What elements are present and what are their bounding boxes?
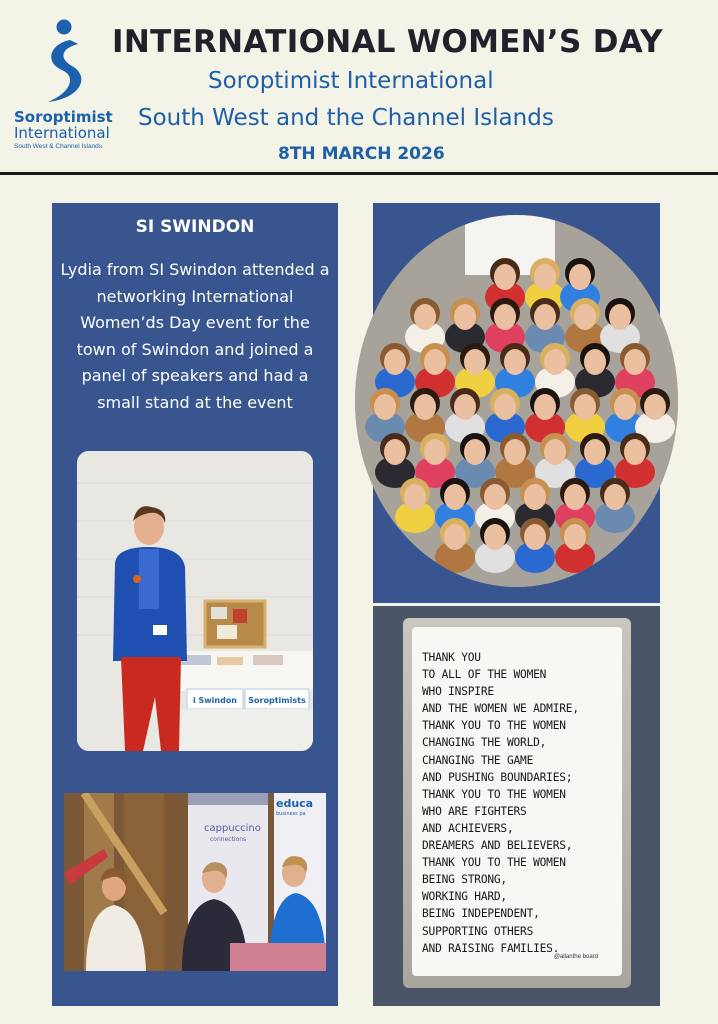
crowd-person-face [444,524,466,550]
crowd-person-face [384,349,406,375]
crowd-person-face [544,439,566,465]
crowd-person-face [644,394,666,420]
crowd-person-face [534,394,556,420]
soroptimists-sign: Soroptimists [248,696,306,705]
crowd-person-face [494,394,516,420]
photo-stand-illustration [77,451,313,751]
crowd-person-face [454,394,476,420]
photo-panel-illustration [64,793,326,971]
crowd-person-face [564,484,586,510]
photo-group-women [355,215,678,587]
crowd-person-face [464,349,486,375]
crowd-person-face [494,304,516,330]
crowd-person-face [414,304,436,330]
crowd-person-face [534,264,556,290]
logo-subtitle: South West & Channel Islands [14,143,103,150]
crowd-person-face [464,439,486,465]
club-panel [52,203,338,1006]
crowd-person-face [414,394,436,420]
whiteboard [403,618,631,988]
group-photo-panel [373,203,660,603]
crowd-person-face [454,304,476,330]
crowd-person-face [484,484,506,510]
photo-stand [77,451,313,751]
logo-wordmark-2: International [14,124,110,142]
soroptimist-figure-icon [38,18,90,104]
crowd-person-face [544,349,566,375]
crowd-person-face [374,394,396,420]
region-name: South West and the Channel Islands [138,105,554,131]
photo-panel-discussion [64,793,326,971]
whiteboard-surface [412,627,622,976]
quote-board-panel [373,606,660,1006]
crowd-person-face [584,439,606,465]
page-header [0,0,718,172]
group-photo-illustration [355,215,678,587]
crowd-person-face [504,439,526,465]
crowd-person-face [564,524,586,550]
crowd-person-face [404,484,426,510]
banner-business: business pa [276,811,306,817]
header-divider [0,172,718,175]
crowd-person-face [604,484,626,510]
crowd-person-face [484,524,506,550]
crowd-person-face [624,349,646,375]
crowd-person-face [624,439,646,465]
banner-educa: educa [276,797,314,810]
crowd-person-face [504,349,526,375]
crowd-person-face [569,264,591,290]
crowd-person-face [614,394,636,420]
club-description: Lydia from SI Swindon attended a networking International Women’ds Day event for the town of Swindon and joined a panel of speakers and had a small stand at the event [60,260,330,412]
crowd-person-face [574,394,596,420]
logo-wordmark: Soroptimist [14,108,113,126]
crowd-person-face [609,304,631,330]
whiteboard-quote: THANK YOU TO ALL OF THE WOMEN WHO INSPIRE AND THE WOMEN WE ADMIRE, THANK YOU TO THE WOMEN CHANGING THE WORLD, CHANGING THE GAME AND PUSHING BOUNDARIES; THANK YOU TO THE WOMEN WHO ARE FIGHTERS AND ACHIEVERS, DREAMERS AND BELIEVERS, THANK YOU TO THE WOMEN BEING STRONG, WORKING HARD, BEING INDEPENDENT, SUPPORTING OTHERS AND RAISING FAMILIES. [422,651,579,955]
crowd-person-face [524,524,546,550]
club-name: SI SWINDON [135,217,255,237]
whiteboard-credit: @allanthe board [553,954,598,960]
banner-cappuccino: cappuccino [204,823,261,834]
crowd-person-face [424,439,446,465]
crowd-person-face [424,349,446,375]
swindon-sign: i Swindon [192,696,238,705]
crowd-person-face [524,484,546,510]
event-date: 8TH MARCH 2026 [278,144,445,164]
page-title: INTERNATIONAL WOMEN’S DAY [112,24,663,60]
crowd-person-face [494,264,516,290]
banner-connections: connections [210,836,247,843]
crowd-person-face [384,439,406,465]
crowd-person-face [444,484,466,510]
crowd-person-face [534,304,556,330]
crowd-person-face [584,349,606,375]
organisation-name: Soroptimist International [208,68,494,94]
soroptimist-logo [10,18,120,158]
crowd-person-face [574,304,596,330]
